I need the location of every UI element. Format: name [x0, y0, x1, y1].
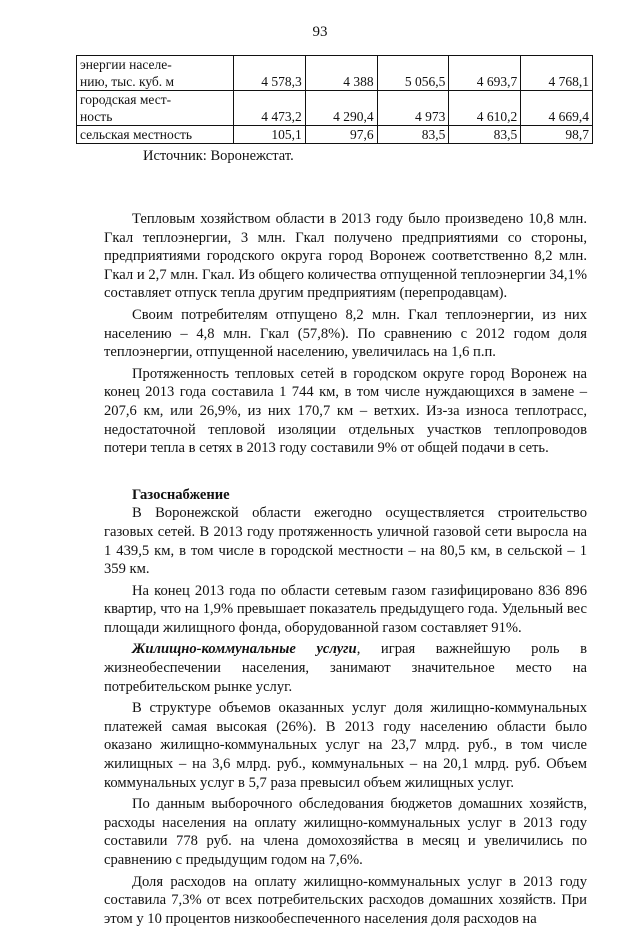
paragraph-heat-production: Тепловым хозяйством области в 2013 году было произведено 10,8 млн. Гкал теплоэнергии, 3 млн. Гкал получено предприятиями со стороны, предприятиями городского округа город Воронеж соответственно 8,2 млн. Гкал и 2,7 млн. Гкал. Из общего количества отпущенной теплоэнергии 34,1% составляет отпуск тепла другим предприятиям (перепродавцам). — [104, 211, 587, 302]
table-cell: 4 693,7 — [449, 56, 521, 91]
paragraph-heat-networks: Протяженность тепловых сетей в городском округе город Воронеж на конец 2013 года составила 1 744 км, в том числе нуждающихся в замене – 207,6 км, или 26,9%, из них 170,7 км – ветхих. Из-за износа теплотрасс, недостаточной тепловой изоляции отдельных участков теплопроводов потери тепла в сетях в 2013 году составили 9% от общей подачи в сеть. — [104, 365, 587, 457]
table-cell: 4 578,3 — [234, 56, 306, 91]
housing-services-term: Жилищно-коммунальные услуги — [132, 641, 357, 658]
row-label: сельская местность — [77, 126, 234, 144]
table-cell: 83,5 — [449, 126, 521, 144]
row-label: энергии населе- нию, тыс. куб. м — [77, 56, 234, 91]
table-cell: 4 669,4 — [521, 91, 593, 126]
row-label: городская мест- ность — [77, 91, 234, 126]
source-note: Источник: Воронежстат. — [143, 148, 294, 164]
table-row — [77, 56, 593, 91]
page-number: 93 — [312, 24, 328, 40]
data-table — [76, 55, 593, 144]
table-cell: 4 388 — [305, 56, 377, 91]
paragraph-household-budgets: По данным выборочного обследования бюджетов домашних хозяйств, расходы населения на оплату жилищно-коммунальных услуг в 2013 году составили 778 руб. на члена домохозяйства в месяц и увеличились по сравнению с предыдущим годом на 7,6%. — [104, 796, 587, 868]
paragraph-expense-share: Доля расходов на оплату жилищно-коммунальных услуг в 2013 году составила 7,3% от всех потребительских расходов домашних хозяйств. При этом у 10 процентов низкообеспеченного населения доля расходов на — [104, 873, 587, 927]
table-row — [77, 91, 593, 126]
body-text — [104, 180, 587, 931]
table-cell: 83,5 — [377, 126, 449, 144]
paragraph-gas-networks: В Воронежской области ежегодно осуществляется строительство газовых сетей. В 2013 году протяженность уличной газовой сети выросла на 1 439,5 км, в том числе в городской местности – на 80,5 км, в сельской – 1 359 км. — [104, 505, 587, 578]
table-cell: 4 768,1 — [521, 56, 593, 91]
table-cell: 97,6 — [305, 126, 377, 144]
table-cell: 4 973 — [377, 91, 449, 126]
heading-gas-supply: Газоснабжение — [132, 486, 230, 503]
paragraph-housing-services — [104, 640, 587, 696]
table-cell: 4 610,2 — [449, 91, 521, 126]
paragraph-gasified-apartments: На конец 2013 года по области сетевым газом газифицировано 836 896 квартир, что на 1,9% превышает показатель предыдущего года. Удельный вес площади жилищного фонда, оборудованной газом составляет 91%. — [104, 582, 587, 636]
paragraph-heat-consumers: Своим потребителям отпущено 8,2 млн. Гкал теплоэнергии, из них населению – 4,8 млн. Гкал (57,8%). По сравнению с 2012 годом доля теплоэнергии, отпущенной населению, увеличилась на 1,6 п.п. — [104, 306, 587, 361]
table-cell: 5 056,5 — [377, 56, 449, 91]
paragraph-services-structure: В структуре объемов оказанных услуг доля жилищно-коммунальных платежей самая высокая (26%). В 2013 году населению области было оказано жилищно-коммунальных услуг на 23,7 млрд. руб., в том числе жилищных – на 3,6 млрд. руб., коммунальных – на 20,1 млрд. руб. Объем коммунальных услуг в 5,7 раза превысил объем жилищных услуг. — [104, 700, 587, 791]
table-cell: 4 473,2 — [234, 91, 306, 126]
table-cell: 98,7 — [521, 126, 593, 144]
table-row — [77, 126, 593, 144]
table-cell: 105,1 — [234, 126, 306, 144]
housing-services-text: , играя важнейшую роль в жизнеобеспечении населения, занимают значительное место на потребительском рынке услуг. — [104, 641, 587, 695]
table-cell: 4 290,4 — [305, 91, 377, 126]
